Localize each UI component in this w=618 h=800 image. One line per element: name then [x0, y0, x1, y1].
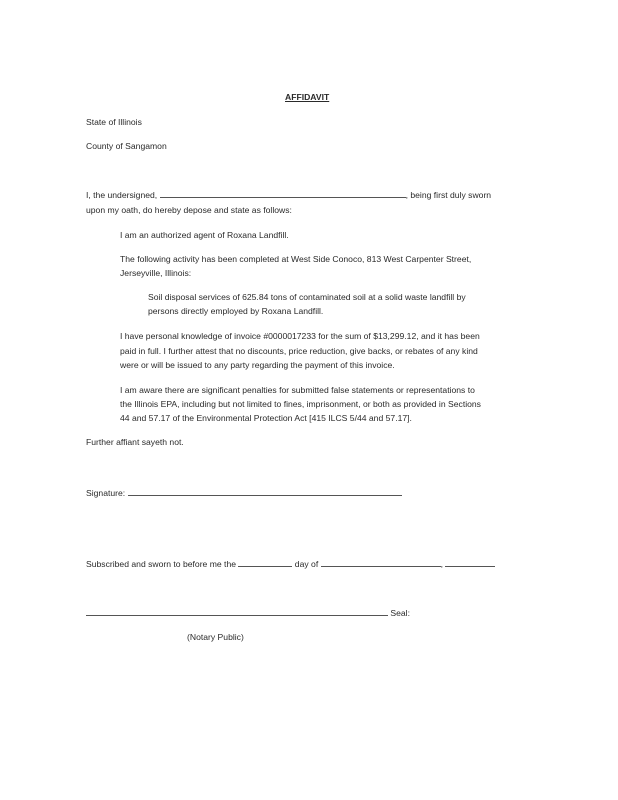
- intro-text-start: I, the undersigned,: [86, 190, 158, 200]
- signature-blank[interactable]: [128, 486, 402, 496]
- document-title: AFFIDAVIT: [285, 92, 330, 102]
- knowledge-line-2: paid in full. I further attest that no discounts, price reduction, give backs, or rebates of any kind: [120, 346, 478, 356]
- subscribed-line: [86, 557, 495, 571]
- state-line: State of Illinois: [86, 117, 142, 127]
- intro-line-2: upon my oath, do hereby depose and state as follows:: [86, 205, 292, 215]
- agent-statement: I am an authorized agent of Roxana Landfill.: [120, 230, 289, 240]
- activity-detail-line-2: persons directly employed by Roxana Landfill.: [148, 306, 324, 316]
- penalty-line-2: the Illinois EPA, including but not limited to fines, imprisonment, or both as provided in Sections: [120, 399, 481, 409]
- notary-signature-blank[interactable]: [86, 606, 388, 616]
- subscribed-text: Subscribed and sworn to before me the: [86, 559, 237, 569]
- knowledge-line-1: I have personal knowledge of invoice #0000017233 for the sum of $13,299.12, and it has been: [120, 331, 480, 341]
- seal-label: Seal:: [390, 608, 410, 618]
- notary-label: (Notary Public): [187, 632, 244, 642]
- penalty-line-3: 44 and 57.17 of the Environmental Protection Act [415 ILCS 5/44 and 57.17].: [120, 413, 412, 423]
- penalty-line-1: I am aware there are significant penalties for submitted false statements or representations to: [120, 385, 475, 395]
- activity-detail-line-1: Soil disposal services of 625.84 tons of contaminated soil at a solid waste landfill by: [148, 292, 466, 302]
- activity-statement-line-2: Jerseyville, Illinois:: [120, 268, 192, 278]
- affiant-name-blank[interactable]: [160, 188, 406, 198]
- day-blank[interactable]: [238, 557, 292, 567]
- signature-label: Signature:: [86, 488, 126, 498]
- day-of-text: day of: [294, 559, 319, 569]
- closing-statement: Further affiant sayeth not.: [86, 437, 184, 447]
- year-blank[interactable]: [445, 557, 495, 567]
- comma-text: ,: [440, 559, 443, 569]
- seal-line: [86, 606, 410, 620]
- activity-statement-line-1: The following activity has been completed at West Side Conoco, 813 West Carpenter Street,: [120, 254, 472, 264]
- signature-line: [86, 486, 402, 500]
- knowledge-line-3: were or will be issued to any party regarding the payment of this invoice.: [120, 360, 395, 370]
- county-line: County of Sangamon: [86, 141, 167, 151]
- month-blank[interactable]: [321, 557, 441, 567]
- intro-text-end: , being first duly sworn: [405, 190, 492, 200]
- intro-line-1: [86, 188, 491, 202]
